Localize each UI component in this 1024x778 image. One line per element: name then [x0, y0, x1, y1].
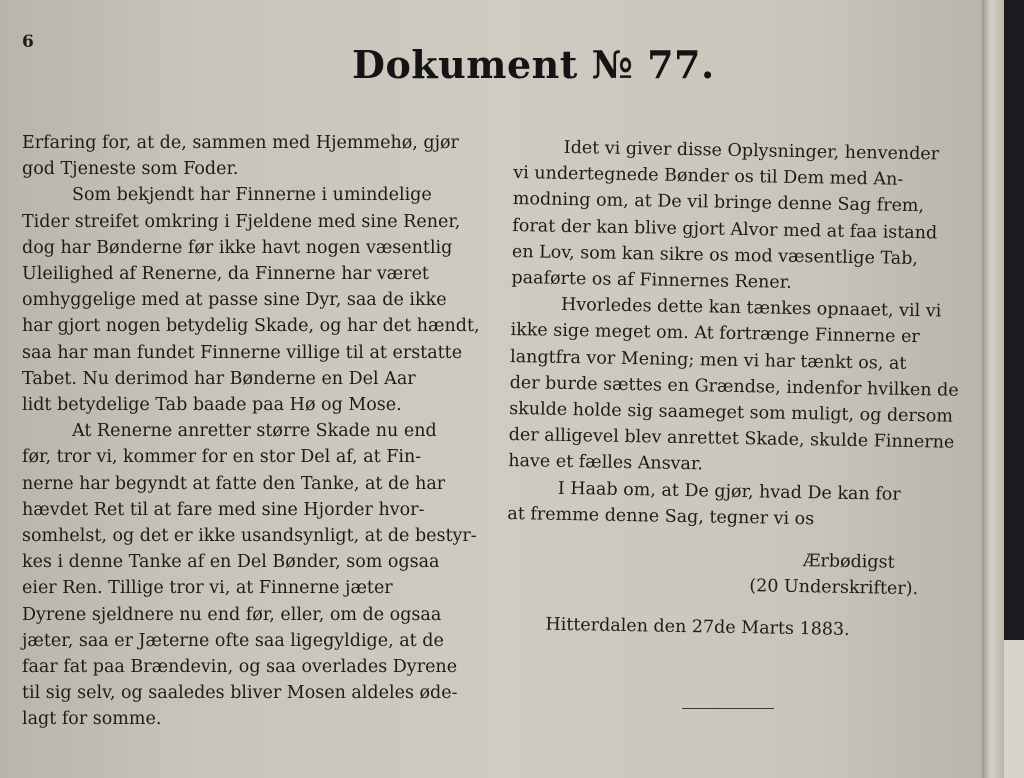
right-column-line: have et fælles Ansvar.: [508, 451, 704, 475]
page-number: 6: [22, 32, 34, 52]
left-column-line: til sig selv, og saaledes bliver Mosen aldeles øde-: [22, 683, 458, 704]
left-column-line: kes i denne Tanke af en Del Bønder, som ogsaa: [22, 552, 440, 573]
left-column-line: jæter, saa er Jæterne ofte saa ligegyldige, at de: [22, 630, 444, 651]
left-column-line: god Tjeneste som Foder.: [22, 159, 239, 180]
left-column-line: har gjort nogen betydelig Skade, og har det hændt,: [22, 316, 480, 337]
left-column-line: Erfaring for, at de, sammen med Hjemmehø, gjør: [22, 133, 459, 153]
left-column-line: før, tror vi, kommer for en stor Del af, at Fin-: [22, 447, 422, 468]
right-column-line: skulde holde sig saameget som muligt, og dersom: [509, 398, 954, 427]
right-column: [505, 134, 972, 646]
right-column-line: forat der kan blive gjort Alvor med at faa istand: [512, 215, 938, 244]
left-column-line: dog har Bønderne før ikke havt nogen væsentlig: [22, 237, 453, 258]
signatories: (20 Underskrifter).: [749, 576, 919, 600]
closing-rule: [682, 708, 774, 709]
place-date: Hitterdalen den 27de Marts 1883.: [545, 615, 850, 641]
adjacent-page-edge: [1004, 640, 1024, 778]
right-column-line: paaførte os af Finnernes Rener.: [511, 267, 792, 293]
right-column-line: Hvorledes dette kan tænkes opnaaet, vil vi: [560, 295, 942, 322]
right-column-line: at fremme denne Sag, tegner vi os: [507, 503, 815, 530]
left-column-line: Uleilighed af Renerne, da Finnerne har været: [22, 264, 429, 285]
left-column-line: nerne har begyndt at fatte den Tanke, at de har: [22, 473, 446, 494]
left-column-line: Tider streifet omkring i Fjeldene med sine Rener,: [22, 211, 461, 232]
right-column-line: ikke sige meget om. At fortrænge Finnerne er: [510, 320, 920, 348]
left-column-line: omhyggelige med at passe sine Dyr, saa de ikke: [22, 290, 447, 311]
left-column-line: faar fat paa Brændevin, og saa overlades Dyrene: [22, 657, 458, 678]
left-column-line: Tabet. Nu derimod har Bønderne en Del Aar: [22, 368, 416, 389]
right-column-line: Idet vi giver disse Oplysninger, henvender: [563, 137, 940, 165]
page-edge: [982, 0, 1004, 778]
right-column-line: der burde sættes en Grændse, indenfor hvilken de: [509, 372, 959, 401]
left-column-line: Dyrene sjeldnere nu end før, eller, om de ogsaa: [22, 604, 442, 625]
left-column-line: lidt betydelige Tab baade paa Hø og Mose.: [22, 395, 402, 416]
right-column-line: vi undertegnede Bønder os til Dem med An-: [513, 163, 904, 191]
document-title: Dokument № 77.: [352, 42, 715, 87]
left-column: [22, 130, 480, 733]
closing-salutation: Ærbødigst: [802, 551, 895, 573]
left-column-line: somhelst, og det er ikke usandsynligt, at de bestyr-: [22, 526, 477, 547]
left-column-line: At Renerne anretter større Skade nu end: [72, 421, 437, 442]
left-column-line: Som bekjendt har Finnerne i umindelige: [72, 185, 432, 206]
right-column-line: I Haab om, at De gjør, hvad De kan for: [557, 478, 901, 505]
right-column-line: langtfra vor Mening; men vi har tænkt os, at: [509, 346, 907, 374]
right-column-line: en Lov, som kan sikre os mod væsentlige Tab,: [511, 241, 919, 269]
left-column-line: lagt for somme.: [22, 709, 162, 730]
left-column-line: hævdet Ret til at fare med sine Hjorder hvor-: [22, 499, 425, 520]
right-column-line: modning om, at De vil bringe denne Sag frem,: [512, 189, 925, 217]
right-column-line: der alligevel blev anrettet Skade, skulde Finnerne: [508, 425, 955, 453]
left-column-line: saa har man fundet Finnerne villige til at erstatte: [22, 342, 463, 363]
left-column-line: eier Ren. Tillige tror vi, at Finnerne jæter: [22, 578, 393, 599]
